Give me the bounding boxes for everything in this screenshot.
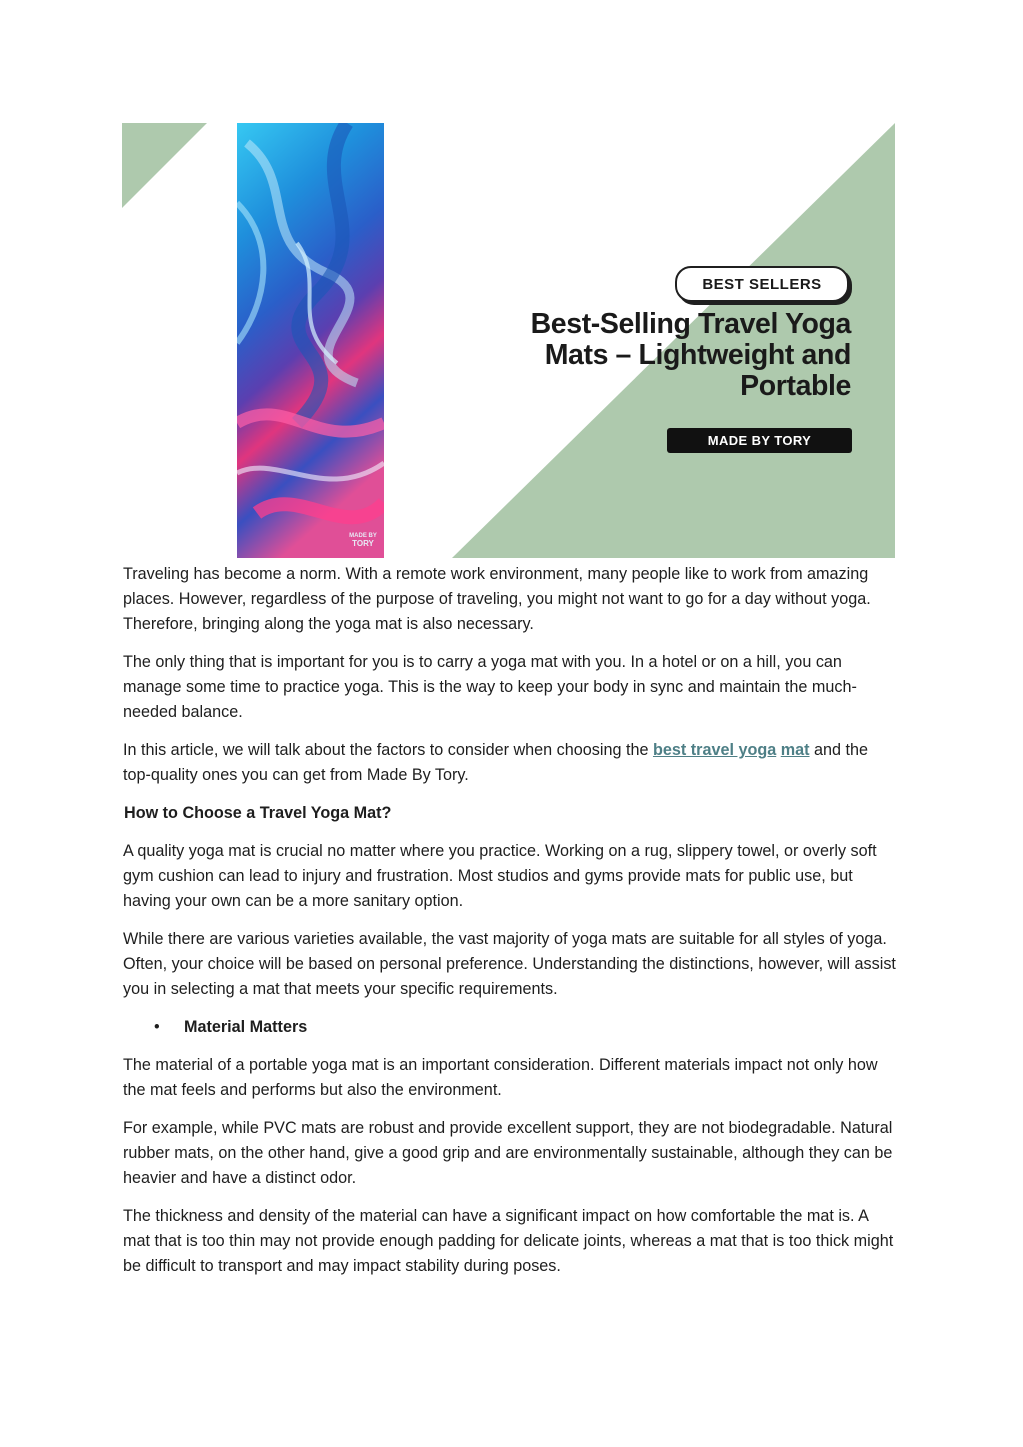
bullet-material-matters: [123, 1015, 898, 1040]
paragraph-varieties: While there are various varieties available, the vast majority of yoga mats are suitable for all styles of yoga. Often, your choice will be based on personal preference. Understanding the distinctions, however, will assist you in selecting a mat that meets your specific requirements.: [123, 930, 896, 998]
paragraph-intro: Traveling has become a norm. With a remote work environment, many people like to work from amazing places. However, regardless of the purpose of traveling, you might not want to go for a day without yoga. Therefore, bringing along the yoga mat is also necessary.: [123, 565, 871, 633]
paragraph-carry-mat: The only thing that is important for you is to carry a yoga mat with you. In a hotel or on a hill, you can manage some time to practice yoga. This is the way to keep your body in sync and maintain the much-needed balance.: [123, 653, 857, 721]
bullet-symbol: •: [154, 1018, 160, 1036]
section-heading-choose-mat: How to Choose a Travel Yoga Mat?: [124, 804, 392, 822]
paragraph-material: The material of a portable yoga mat is an important consideration. Different materials impact not only how the mat feels and performs but also the environment.: [123, 1056, 878, 1099]
best-sellers-badge: BEST SELLERS: [675, 266, 849, 302]
paragraph-article-overview: In this article, we will talk about the factors to consider when choosing the best travel yoga mat and the top-quality ones you can get from Made By Tory.: [123, 741, 869, 784]
article-body: [123, 562, 898, 1292]
paragraph-pvc-rubber: For example, while PVC mats are robust and provide excellent support, they are not biodegradable. Natural rubber mats, on the other hand, give a good grip and are environmentally sustainable, although they can be heavier and have a distinct odor.: [123, 1119, 893, 1187]
bullet-label: Material Matters: [184, 1018, 308, 1036]
best-travel-yoga-link[interactable]: best travel yoga: [652, 741, 777, 759]
paragraph-quality-mat: A quality yoga mat is crucial no matter where you practice. Working on a rug, slippery towel, or overly soft gym cushion can lead to injury and frustration. Most studios and gyms provide mats for public use, but having your own can be a more sanitary option.: [123, 842, 877, 910]
hero-banner-image: [122, 123, 895, 558]
yoga-mat-image: [237, 123, 384, 558]
made-by-tory-badge: MADE BY TORY: [667, 428, 852, 453]
mat-link[interactable]: mat: [780, 741, 810, 759]
mat-brand-mark: MADE BY TORY: [349, 533, 377, 548]
banner-headline: Best-Selling Travel Yoga Mats – Lightweight and Portable: [530, 308, 851, 402]
paragraph-thickness: The thickness and density of the material can have a significant impact on how comfortable the mat is. A mat that is too thin may not provide enough padding for delicate joints, whereas a mat that is too thick might be difficult to transport and may impact stability during poses.: [123, 1207, 894, 1275]
